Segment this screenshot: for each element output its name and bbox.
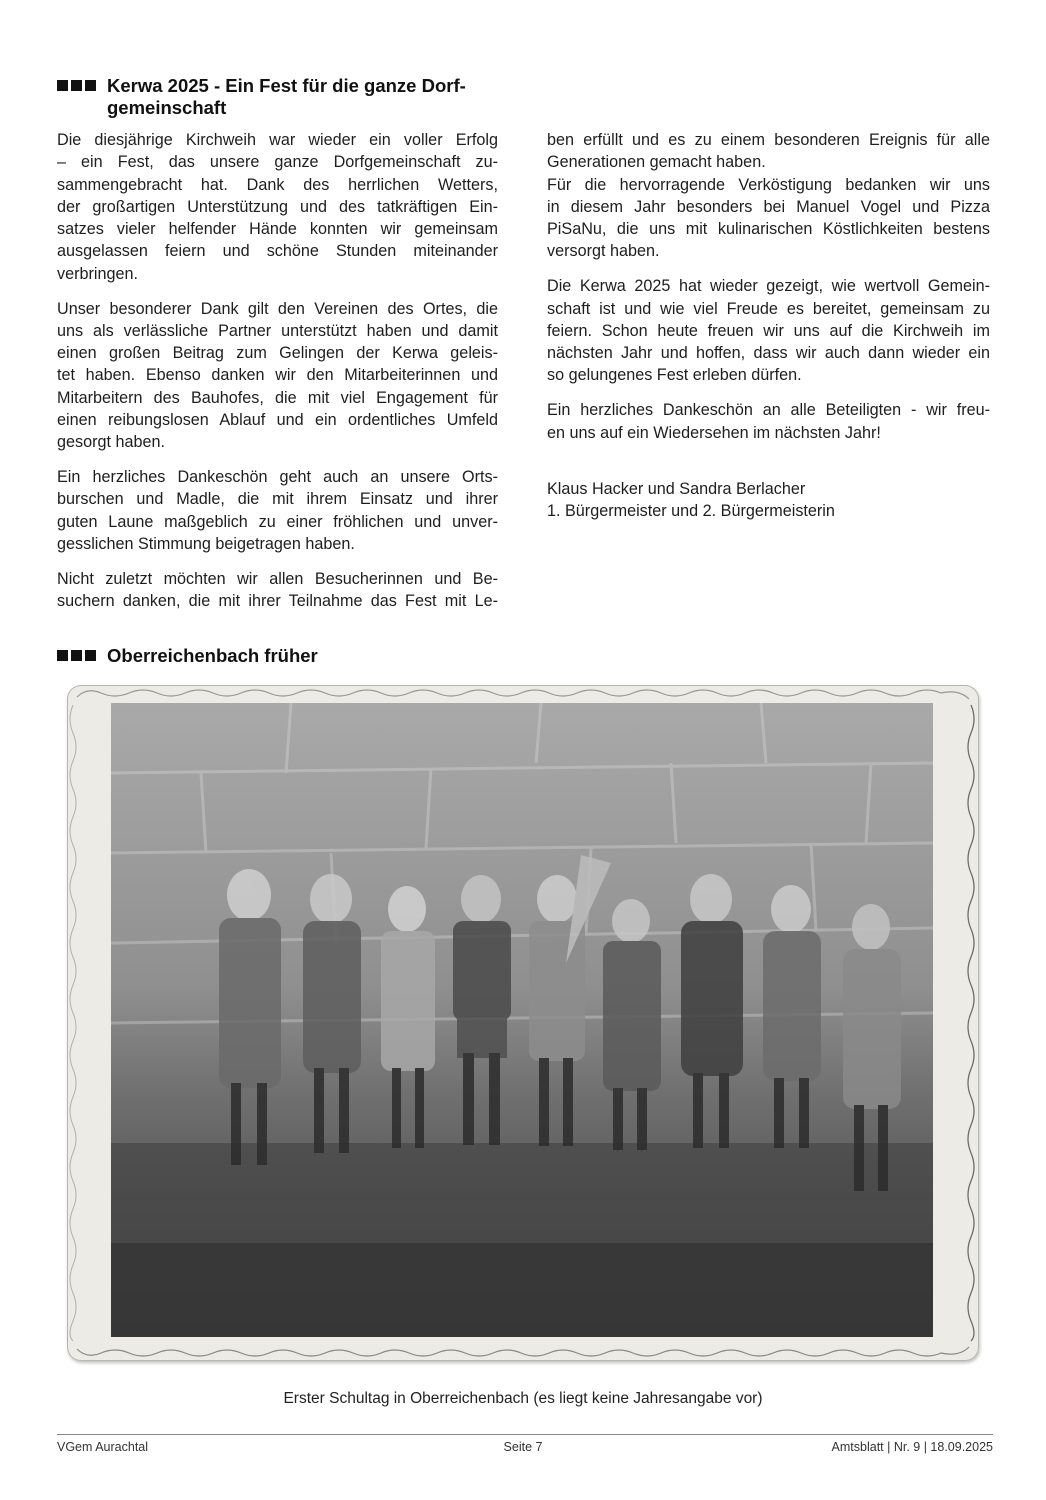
text-line: Ein herzliches Dankeschön an alle Beteiligten - wir freu- xyxy=(547,401,990,420)
text-line: satzes vieler helfender Hände konnten wir gemeinsam xyxy=(57,220,498,239)
text-line: en uns auf ein Wiedersehen im nächsten Jahr! xyxy=(547,423,881,442)
article-heading-kerwa xyxy=(57,75,507,119)
text-line: guten Laune maßgeblich zu einer fröhlichen und unver- xyxy=(57,512,498,531)
child-figure xyxy=(381,886,435,1148)
child-figure xyxy=(763,885,821,1148)
paragraph xyxy=(57,298,498,454)
text-line: Unser besonderer Dank gilt den Vereinen des Ortes, die xyxy=(57,299,498,318)
paragraph xyxy=(57,466,498,555)
paragraph xyxy=(57,129,498,285)
text-line: Die Kerwa 2025 hat wieder gezeigt, wie wertvoll Gemein- xyxy=(547,277,990,296)
text-line: uns als verlässliche Partner unterstützt haben und damit xyxy=(57,321,498,340)
text-line: Nicht zuletzt möchten wir allen Besucherinnen und Be- xyxy=(57,569,498,588)
text-line: Die diesjährige Kirchweih war wieder ein voller Erfolg xyxy=(57,131,498,149)
paragraph xyxy=(547,129,990,174)
historic-photo xyxy=(67,685,979,1361)
text-line: tet haben. Ebenso danken wir den Mitarbeiterinnen und xyxy=(57,366,498,385)
photo-caption: Erster Schultag in Oberreichenbach (es liegt keine Jahresangabe vor) xyxy=(283,1390,763,1407)
footer-page-number: Seite 7 xyxy=(503,1440,543,1454)
text-line: Für die hervorragende Verköstigung bedanken wir uns xyxy=(547,175,990,194)
heading-line-2: gemeinschaft xyxy=(107,97,227,118)
text-line: Mitarbeitern des Bauhofes, die mit viel Engagement für xyxy=(57,388,498,407)
paragraph xyxy=(547,399,990,444)
child-figure xyxy=(681,874,743,1148)
child-figure xyxy=(303,874,361,1153)
children-group xyxy=(219,855,901,1191)
text-line: PiSaNu, die uns mit kulinarischen Köstlichkeiten bestens xyxy=(547,220,990,239)
signature xyxy=(547,478,990,523)
text-line: verbringen. xyxy=(57,264,138,283)
text-line: suchern danken, die mit ihrer Teilnahme das Fest mit Le- xyxy=(57,592,498,611)
paragraph xyxy=(57,568,498,613)
heading-text: Oberreichenbach früher xyxy=(107,645,318,666)
text-line: in diesem Jahr besonders bei Manuel Vogel und Pizza xyxy=(547,197,990,216)
footer-left: VGem Aurachtal xyxy=(57,1440,149,1454)
text-line: einen großen Beitrag zum Gelingen der Kerwa geleis- xyxy=(57,344,498,363)
text-line: sammengebracht hat. Dank des herrlichen Wetters, xyxy=(57,175,498,194)
article-heading-oberreichenbach xyxy=(57,645,507,667)
photo-school-children xyxy=(111,703,933,1337)
child-figure xyxy=(529,855,611,1146)
text-line: burschen und Madle, die mit ihrem Einsatz und ihrer xyxy=(57,490,498,509)
text-line: feiern. Schon heute freuen wir uns auf die Kirchweih im xyxy=(547,321,990,340)
heading-line-1: Kerwa 2025 - Ein Fest für die ganze Dorf- xyxy=(107,75,466,96)
signature-titles: 1. Bürgermeister und 2. Bürgermeisterin xyxy=(547,502,835,521)
text-line: einen reibungslosen Ablauf und ein ordentliches Umfeld xyxy=(57,411,498,430)
text-line: gesorgt haben. xyxy=(57,433,166,452)
text-line: – ein Fest, das unsere ganze Dorfgemeinschaft zu- xyxy=(57,153,498,172)
heading-bullets-icon xyxy=(57,80,96,91)
paragraph xyxy=(547,275,990,386)
footer-right: Amtsblatt | Nr. 9 | 18.09.2025 xyxy=(831,1440,993,1454)
text-line: Generationen gemacht haben. xyxy=(547,153,766,172)
text-line: gesslichen Stimmung beigetragen haben. xyxy=(57,535,355,554)
article-right-column xyxy=(547,129,990,522)
child-figure xyxy=(453,875,511,1145)
text-line: schaft ist und wie viel Freude es bereitet, gemeinsam zu xyxy=(547,299,990,318)
heading-bullets-icon xyxy=(57,650,96,661)
photo-deckled-border xyxy=(67,685,979,1361)
text-line: versorgt haben. xyxy=(547,242,660,261)
text-line: ausgelassen feiern und schöne Stunden miteinander xyxy=(57,242,498,261)
article-left-column xyxy=(57,129,498,625)
footer-divider xyxy=(57,1434,993,1435)
text-line: so gelungenes Fest erleben dürfen. xyxy=(547,366,802,385)
signature-names: Klaus Hacker und Sandra Berlacher xyxy=(547,479,806,498)
child-figure xyxy=(219,869,281,1165)
text-line: Ein herzliches Dankeschön geht auch an unsere Orts- xyxy=(57,468,498,487)
paragraph xyxy=(547,174,990,263)
text-line: ben erfüllt und es zu einem besonderen Ereignis für alle xyxy=(547,131,990,149)
text-line: der großartigen Unterstützung und des tatkräftigen Ein- xyxy=(57,197,498,216)
child-figure xyxy=(603,899,661,1150)
text-line: nächsten Jahr und hoffen, dass wir auch dann wieder ein xyxy=(547,344,990,363)
